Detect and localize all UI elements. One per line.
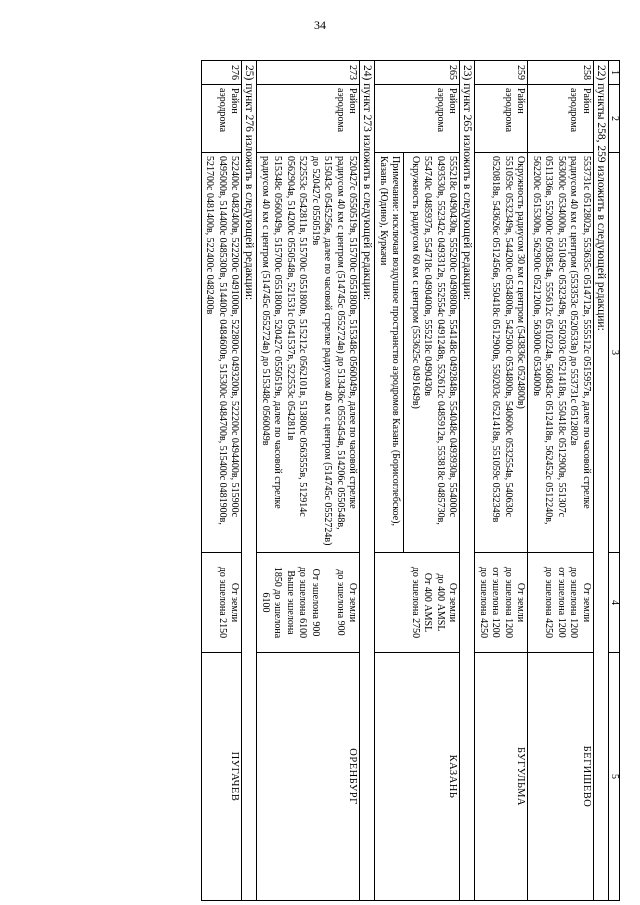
section-heading-row [242, 61, 257, 901]
zone-name: Район аэродрома [528, 85, 594, 153]
row-number: 265 [375, 61, 460, 85]
column-number: 1 [609, 61, 620, 85]
coordinates-cell [475, 153, 528, 553]
section-heading: 23) пункт 265 изложить в следующей редакции: [460, 61, 475, 901]
vertical-limits: От земли до эшелона 1200 от эшелона 1200 до эшелона 4250 [475, 553, 528, 653]
coordinates: Окружность радиусом 30 км с центром (543836с 0524800в) 551059с 0532349в, 544200с 0534800в, 542500с 0534800в, 540600с 0532554в, 540630с 0520818в, 543626с 0512456в, 550418с 0512900в, 550203с 0521418в, 551059с 0532349в [490, 156, 527, 523]
table-row [257, 61, 360, 901]
aerodrome-name: ОРЕНБУРГ [257, 653, 360, 901]
vertical-limits: От земли до эшелона 900 От эшелона 900 до эшелона 6100 Выше эшелона 1850 до эшелона 6100 [257, 553, 360, 653]
airspace-table [201, 60, 620, 901]
column-number: 4 [609, 553, 620, 653]
coordinates-cell [375, 153, 460, 553]
rotated-page [20, 60, 620, 900]
column-number-row [609, 61, 620, 901]
coordinates-cell [202, 153, 243, 553]
table-row [375, 61, 460, 901]
row-number: 259 [475, 61, 528, 85]
coordinates: 553731с 0512802в, 553635с 0514712в, 555512с 0515957в, далее по часовой стрелке радиусом 40 км с центром (553353с 0520533в) до 553731с 0512802в 563000с 0534000в, 551049с 0532349в, 550203с 0521418в, 550418с 0512900в, 551307с 0511336в, 552000с 0503854в, 555612с 0510224в, 560843с 0512418в, 562452с 0512240в, 562200с 0515300в, 562900с 0521200в, 563000с 0534000в [531, 156, 592, 525]
coordinates: 522400с 0482400в, 522200с 0491000в, 522800с 0493200в, 522200с 0494400в, 515900с 0495000в, 514400с 0485300в, 514400с 0484600в, 515300с 0484700в, 515400с 0481900в, 521700с 0481400в, 522400с 0482400в [204, 156, 241, 528]
column-number: 5 [609, 653, 620, 901]
coordinates: 555218с 0490430в, 555200с 0490800в, 554148с 0492848в, 554048с 0493930в, 554000с 0493530в, 552342с 0493312в, 552554с 0491248в, 552612с 0485912в, 553818с 0485730в, 554740с 0485937в, 554718с 0490400в, 555218с 0490430в Окружность радиусом 60 км с центром (553625с 0491649в) [410, 156, 459, 525]
column-number: 3 [609, 153, 620, 553]
coordinates: 520427с 0550519в, 515700с 0551800в, 515348с 0560049в, далее по часовой стрелке радиусом 40 км с центром (514745с 0552724в) до 513436с 0555454в, 514206с 0550548в, 515043с 0545256в, далее по часовой стрелке радиусом 40 км с центром (514745с 0552724в) до 520427с 0550519в 522553с 0542811в, 515700с 0551800в, 515212с 0562101в, 513800с 0563555в, 512914с 0562904в, 514200с 0550548в, 521531с 0541537в, 522553с 0542811в 515348с 0560049в, 515700с 0551800в, 520427с 0550519в, далее по часовой стрелке радиусом 40 км с центром (514745с 0552724в) до 515348с 0560049в [260, 156, 359, 546]
aerodrome-name: КАЗАНЬ [375, 653, 460, 901]
page-number: 34 [314, 18, 326, 32]
section-heading-row [360, 61, 375, 901]
vertical-limits: От земли до 400 AMSL От 400 AMSL до эшелона 2750 [375, 553, 460, 653]
row-number: 273 [257, 61, 360, 85]
vertical-limits: От земли до эшелона 2150 [202, 553, 243, 653]
table-row [475, 61, 528, 901]
section-heading: 25) пункт 276 изложить в следующей редакции: [242, 61, 257, 901]
coordinates-cell [257, 153, 360, 553]
table-row [528, 61, 594, 901]
exclusion-note: Примечание: исключая воздушное пространство аэродромов Казань (Борисоглебское), Казань (Юдино), Куркачи [377, 153, 405, 552]
zone-name: Район аэродрома [375, 85, 460, 153]
row-number: 276 [202, 61, 243, 85]
column-number: 2 [609, 85, 620, 153]
table-row [202, 61, 243, 901]
section-heading: 24) пункт 273 изложить в следующей редакции: [360, 61, 375, 901]
section-heading-row [594, 61, 609, 901]
aerodrome-name: ПУГАЧЕВ [202, 653, 243, 901]
aerodrome-name: БЕГИШЕВО [528, 653, 594, 901]
coordinates-cell [528, 153, 594, 553]
zone-name: Район аэродрома [257, 85, 360, 153]
row-number: 258 [528, 61, 594, 85]
zone-name: Район аэродрома [202, 85, 243, 153]
section-heading: 22) пункты 258, 259 изложить в следующей редакции: [594, 61, 609, 901]
zone-name: Район аэродрома [475, 85, 528, 153]
vertical-limits: От земли до эшелона 1200 от эшелона 1200 до эшелона 4250 [528, 553, 594, 653]
aerodrome-name: БУГУЛЬМА [475, 653, 528, 901]
section-heading-row [460, 61, 475, 901]
